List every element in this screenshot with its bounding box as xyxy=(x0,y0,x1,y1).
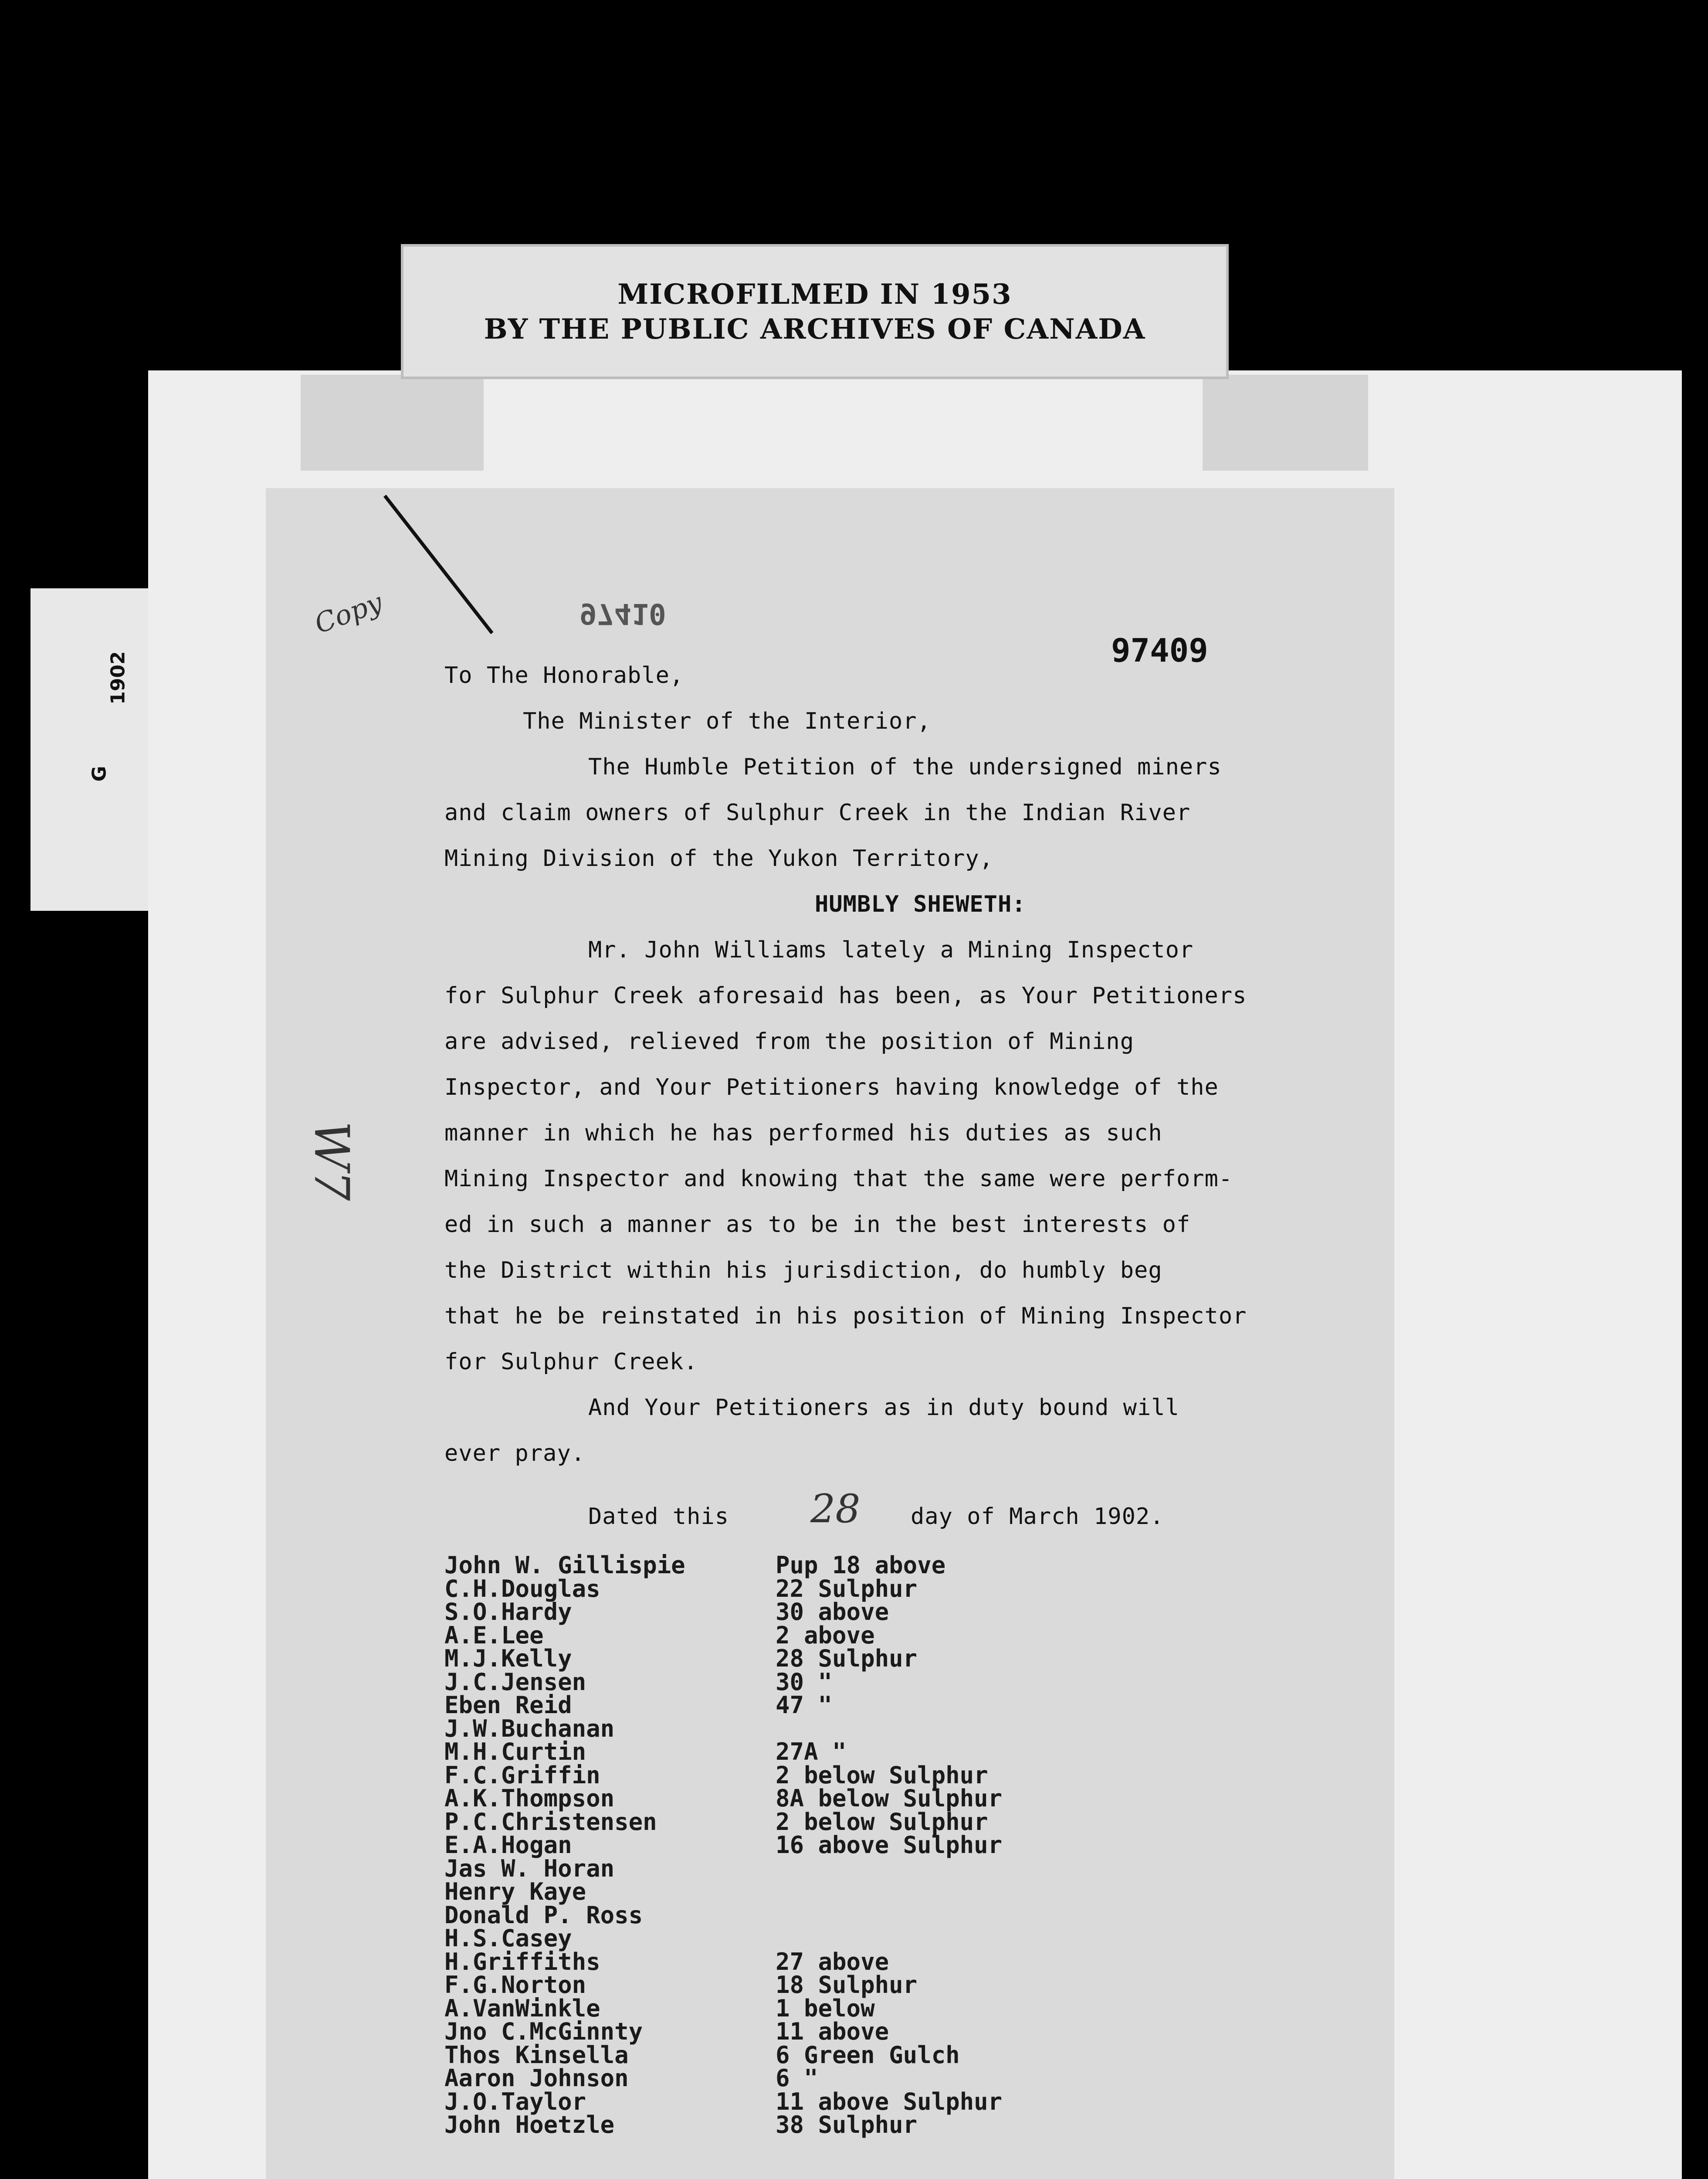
signatory-name: Aaron Johnson xyxy=(444,2064,629,2092)
microfilm-line-2: BY THE PUBLIC ARCHIVES OF CANADA xyxy=(484,313,1146,346)
closing-line: And Your Petitioners as in duty bound will xyxy=(588,1395,1179,1421)
body-line: Mining Inspector and knowing that the same were perform- xyxy=(444,1166,1233,1192)
signatory-claim: 16 above Sulphur xyxy=(776,1831,1003,1859)
signatory-name: John W. Gillispie xyxy=(444,1551,685,1579)
signatory-claim: 27A " xyxy=(776,1738,847,1765)
signatory-name: E.A.Hogan xyxy=(444,1831,572,1859)
heading: HUMBLY SHEWETH: xyxy=(815,891,1026,917)
signatory-name: A.K.Thompson xyxy=(444,1785,615,1812)
signatory-name: Donald P. Ross xyxy=(444,1901,643,1929)
signatory-name: Thos Kinsella xyxy=(444,2041,629,2069)
body-line: manner in which he has performed his duties as such xyxy=(444,1120,1162,1146)
closing-line: ever pray. xyxy=(444,1440,586,1466)
side-tab-letter: G xyxy=(88,766,111,782)
salutation: To The Honorable, xyxy=(444,662,684,689)
addressee: The Minister of the Interior, xyxy=(523,708,931,734)
signatory-claim: 1 below xyxy=(776,1994,875,2022)
copy-annotation: Copy xyxy=(310,586,387,640)
signatory-name: F.G.Norton xyxy=(444,1971,586,1999)
signatory-name: H.Griffiths xyxy=(444,1948,600,1975)
margin-note: W7 xyxy=(304,1121,360,1201)
signatory-name: Eben Reid xyxy=(444,1691,572,1719)
body-line: for Sulphur Creek. xyxy=(444,1349,698,1375)
signatory-claim: 2 below Sulphur xyxy=(776,1808,988,1836)
signatory-claim: Pup 18 above xyxy=(776,1551,946,1579)
signatory-name: P.C.Christensen xyxy=(444,1808,657,1836)
body-line: Mr. John Williams lately a Mining Inspector xyxy=(588,937,1194,963)
signatory-claim: 47 " xyxy=(776,1691,833,1719)
dated-prefix: Dated this xyxy=(588,1504,729,1530)
signatory-claim: 38 Sulphur xyxy=(776,2111,918,2138)
signatory-claim: 30 above xyxy=(776,1598,889,1626)
intro-line: The Humble Petition of the undersigned miners xyxy=(588,754,1222,780)
signatory-claim: 11 above xyxy=(776,2018,889,2045)
signatory-name: F.C.Griffin xyxy=(444,1761,600,1789)
signatory-claim: 2 below Sulphur xyxy=(776,1761,988,1789)
signatory-claim: 11 above Sulphur xyxy=(776,2087,1003,2115)
signatory-name: J.C.Jensen xyxy=(444,1668,586,1696)
signatory-name: A.E.Lee xyxy=(444,1621,544,1649)
signatory-claim: 27 above xyxy=(776,1948,889,1975)
signatory-name: J.W.Buchanan xyxy=(444,1714,615,1742)
petition-sheet xyxy=(266,488,1394,2179)
body-line: for Sulphur Creek aforesaid has been, as Your Petitioners xyxy=(444,983,1247,1009)
microfilm-label xyxy=(401,244,1229,379)
signatory-name: M.J.Kelly xyxy=(444,1645,572,1672)
signatory-name: Henry Kaye xyxy=(444,1878,586,1905)
body-line: the District within his jurisdiction, do humbly beg xyxy=(444,1257,1162,1283)
body-line: that he be reinstated in his position of Mining Inspector xyxy=(444,1303,1247,1329)
signatory-name: M.H.Curtin xyxy=(444,1738,586,1765)
dated-suffix: day of March 1902. xyxy=(911,1504,1164,1530)
signatory-claim: 28 Sulphur xyxy=(776,1645,918,1672)
dated-day: 28 xyxy=(810,1486,861,1532)
tape-strip xyxy=(301,375,484,471)
signatory-name: C.H.Douglas xyxy=(444,1575,600,1602)
mirrored-file-number: 97410 xyxy=(580,597,666,631)
signatory-name: A.VanWinkle xyxy=(444,1994,600,2022)
intro-line: and claim owners of Sulphur Creek in the Indian River xyxy=(444,800,1191,826)
signatory-claim: 18 Sulphur xyxy=(776,1971,918,1999)
side-tab xyxy=(30,588,161,911)
signatory-claim: 6 " xyxy=(776,2064,818,2092)
microfilm-line-1: MICROFILMED IN 1953 xyxy=(617,278,1012,311)
signatory-name: H.S.Casey xyxy=(444,1924,572,1952)
intro-line: Mining Division of the Yukon Territory, xyxy=(444,845,993,872)
signatory-name: Jas W. Horan xyxy=(444,1854,615,1882)
signatory-claim: 2 above xyxy=(776,1621,875,1649)
signatory-claim: 6 Green Gulch xyxy=(776,2041,960,2069)
signatory-claim: 30 " xyxy=(776,1668,833,1696)
body-line: Inspector, and Your Petitioners having knowledge of the xyxy=(444,1074,1219,1100)
side-tab-year: 1902 xyxy=(107,651,129,705)
signatory-name: S.O.Hardy xyxy=(444,1598,572,1626)
signatory-name: J.O.Taylor xyxy=(444,2087,586,2115)
signatory-claim: 22 Sulphur xyxy=(776,1575,918,1602)
signatory-name: John Hoetzle xyxy=(444,2111,615,2138)
file-number: 97409 xyxy=(1111,632,1208,669)
signatory-name: Jno C.McGinnty xyxy=(444,2018,643,2045)
body-line: ed in such a manner as to be in the best interests of xyxy=(444,1212,1191,1238)
signatory-claim: 8A below Sulphur xyxy=(776,1785,1003,1812)
body-line: are advised, relieved from the position of Mining xyxy=(444,1028,1135,1055)
tape-strip xyxy=(1203,375,1368,471)
